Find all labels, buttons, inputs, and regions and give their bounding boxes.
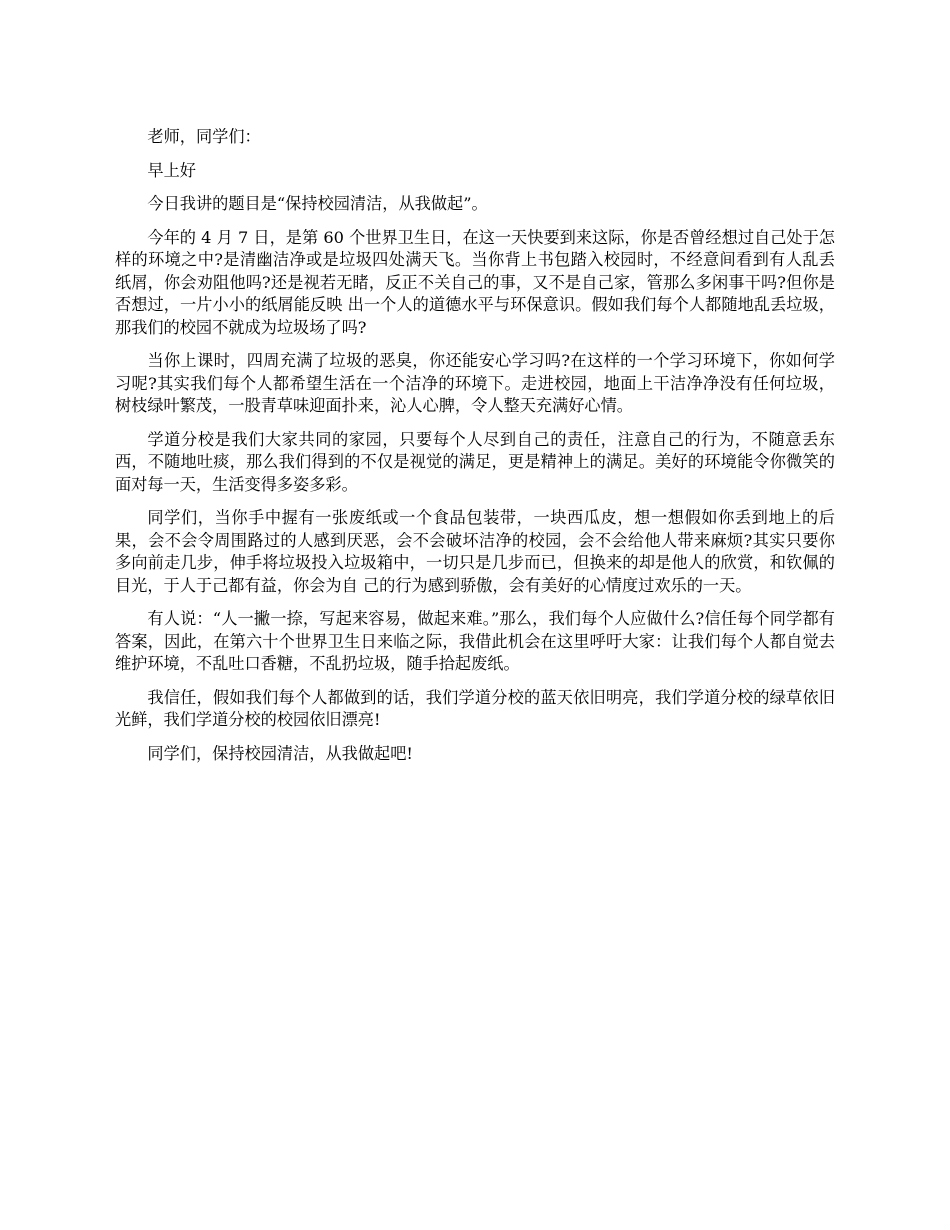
paragraph-body-4: 同学们，当你手中握有一张废纸或一个食品包装带，一块西瓜皮，想一想假如你丢到地上的后果，会不会令周围路过的人感到厌恶，会不会破坏洁净的校园，会不会给他人带来麻烦?其实只要你多向前走几步，伸手将垃圾投入垃圾箱中，一切只是几步而已，但换来的却是他人的欣赏，和钦佩的目光，于人于己都有益，你会为自 己的行为感到骄傲，会有美好的心情度过欢乐的一天。 [115,508,835,595]
paragraph-closing: 同学们，保持校园清洁，从我做起吧! [147,743,413,763]
paragraph-body-3: 学道分校是我们大家共同的家园，只要每个人尽到自己的责任，注意自己的行为，不随意丢东西，不随地吐痰，那么我们得到的不仅是视觉的满足，更是精神上的满足。美好的环境能令你微笑的面对每一天，生活变得多姿多彩。 [115,429,835,494]
paragraph-good-morning: 早上好 [147,160,196,180]
paragraph-greeting: 老师，同学们： [147,127,261,146]
document-body [115,126,835,776]
paragraph-topic: 今日我讲的题目是“保持校园清洁，从我做起”。 [147,194,488,213]
paragraph-body-5: 有人说：“人一撇一捺，写起来容易，做起来难。”那么，我们每个人应做什么?信任每个同学都有答案，因此，在第六十个世界卫生日来临之际，我借此机会在这里呼吁大家：让我们每个人都自觉去维护环境，不乱吐口香糖，不乱扔垃圾，随手拾起废纸。 [115,609,835,673]
paragraph-body-1: 今年的 4 月 7 日，是第 60 个世界卫生日，在这一天快要到来这际，你是否曾经想过自己处于怎样的环境之中?是清幽洁净或是垃圾四处满天飞。当你背上书包踏入校园时，不经意间看到有人乱丢纸屑，你会劝阻他吗?还是视若无睹，反正不关自己的事，又不是自己家，管那么多闲事干吗?但你是否想过，一片小小的纸屑能反映 出一个人的道德水平与环保意识。假如我们每个人都随地乱丢垃圾，那我们的校园不就成为垃圾场了吗? [115,227,835,337]
paragraph-body-2: 当你上课时，四周充满了垃圾的恶臭，你还能安心学习吗?在这样的一个学习环境下，你如何学习呢?其实我们每个人都希望生活在一个洁净的环境下。走进校园，地面上干洁净净没有任何垃圾，树枝绿叶繁茂，一股青草味迎面扑来，沁人心脾，令人整天充满好心情。 [115,351,835,415]
paragraph-body-6: 我信任，假如我们每个人都做到的话，我们学道分校的蓝天依旧明亮，我们学道分校的绿草依旧光鲜，我们学道分校的校园依旧漂亮! [115,687,835,729]
